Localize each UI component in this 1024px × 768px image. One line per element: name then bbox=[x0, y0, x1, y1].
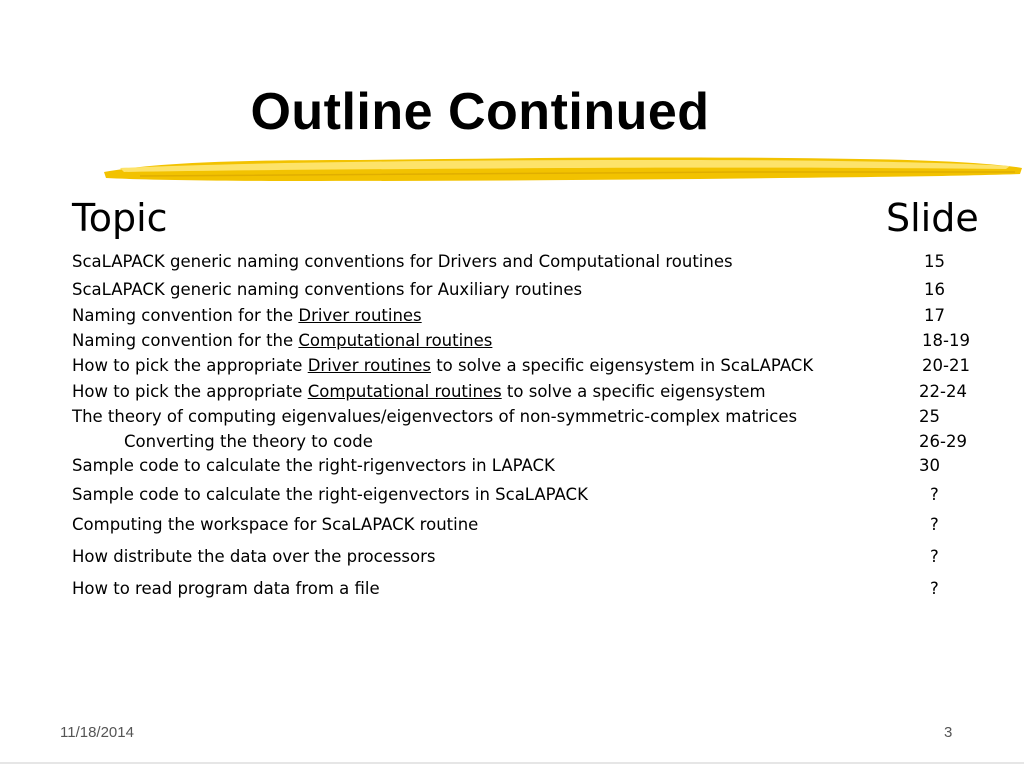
row-topic: The theory of computing eigenvalues/eigenvectors of non-symmetric-complex matrices bbox=[72, 407, 798, 426]
row-slide-number: 20-21 bbox=[922, 356, 970, 375]
row-topic: How to pick the appropriate Driver routines to solve a specific eigensystem in ScaLAPACK bbox=[72, 356, 814, 375]
computational-routines-link[interactable]: Computational routines bbox=[298, 331, 493, 350]
row-slide-number: 22-24 bbox=[919, 382, 967, 401]
outline-row bbox=[72, 356, 992, 378]
slide-title: Outline Continued bbox=[250, 83, 710, 141]
row-slide-number: ? bbox=[930, 579, 939, 598]
outline-row bbox=[72, 547, 992, 569]
row-topic: Naming convention for the Driver routines bbox=[72, 306, 422, 325]
row-slide-number: 30 bbox=[919, 456, 940, 475]
row-topic: How distribute the data over the processors bbox=[72, 547, 436, 566]
row-slide-number: 26-29 bbox=[919, 432, 967, 451]
column-header-slide: Slide bbox=[886, 196, 979, 240]
row-slide-number: 18-19 bbox=[922, 331, 970, 350]
row-topic: How to read program data from a file bbox=[72, 579, 380, 598]
row-slide-number: 16 bbox=[924, 280, 945, 299]
row-slide-number: ? bbox=[930, 515, 939, 534]
outline-row bbox=[72, 432, 992, 454]
outline-row bbox=[72, 252, 992, 274]
outline-row bbox=[72, 306, 992, 328]
row-topic: ScaLAPACK generic naming conventions for Auxiliary routines bbox=[72, 280, 583, 299]
driver-routines-link[interactable]: Driver routines bbox=[307, 356, 431, 375]
outline-row bbox=[72, 579, 992, 601]
outline-row bbox=[72, 485, 992, 507]
footer-divider bbox=[0, 762, 1024, 764]
row-topic: Sample code to calculate the right-rigenvectors in LAPACK bbox=[72, 456, 555, 475]
row-topic: How to pick the appropriate Computational routines to solve a specific eigensystem bbox=[72, 382, 766, 401]
row-topic: ScaLAPACK generic naming conventions for Drivers and Computational routines bbox=[72, 252, 733, 271]
outline-row bbox=[72, 331, 992, 353]
driver-routines-link[interactable]: Driver routines bbox=[298, 306, 422, 325]
computational-routines-link[interactable]: Computational routines bbox=[307, 382, 502, 401]
outline-row bbox=[72, 382, 992, 404]
outline-row bbox=[72, 407, 992, 429]
footer-page-number: 3 bbox=[944, 724, 953, 741]
footer-date: 11/18/2014 bbox=[60, 724, 134, 741]
highlighter-stroke bbox=[100, 150, 1024, 190]
row-slide-number: ? bbox=[930, 485, 939, 504]
outline-row bbox=[72, 515, 992, 537]
row-topic: Sample code to calculate the right-eigenvectors in ScaLAPACK bbox=[72, 485, 588, 504]
row-topic: Computing the workspace for ScaLAPACK routine bbox=[72, 515, 479, 534]
row-topic: Naming convention for the Computational routines bbox=[72, 331, 493, 350]
row-slide-number: ? bbox=[930, 547, 939, 566]
row-slide-number: 17 bbox=[924, 306, 945, 325]
column-header-topic: Topic bbox=[72, 196, 168, 240]
row-slide-number: 25 bbox=[919, 407, 940, 426]
row-topic: Converting the theory to code bbox=[124, 432, 373, 451]
row-slide-number: 15 bbox=[924, 252, 945, 271]
outline-row bbox=[72, 280, 992, 302]
outline-row bbox=[72, 456, 992, 478]
